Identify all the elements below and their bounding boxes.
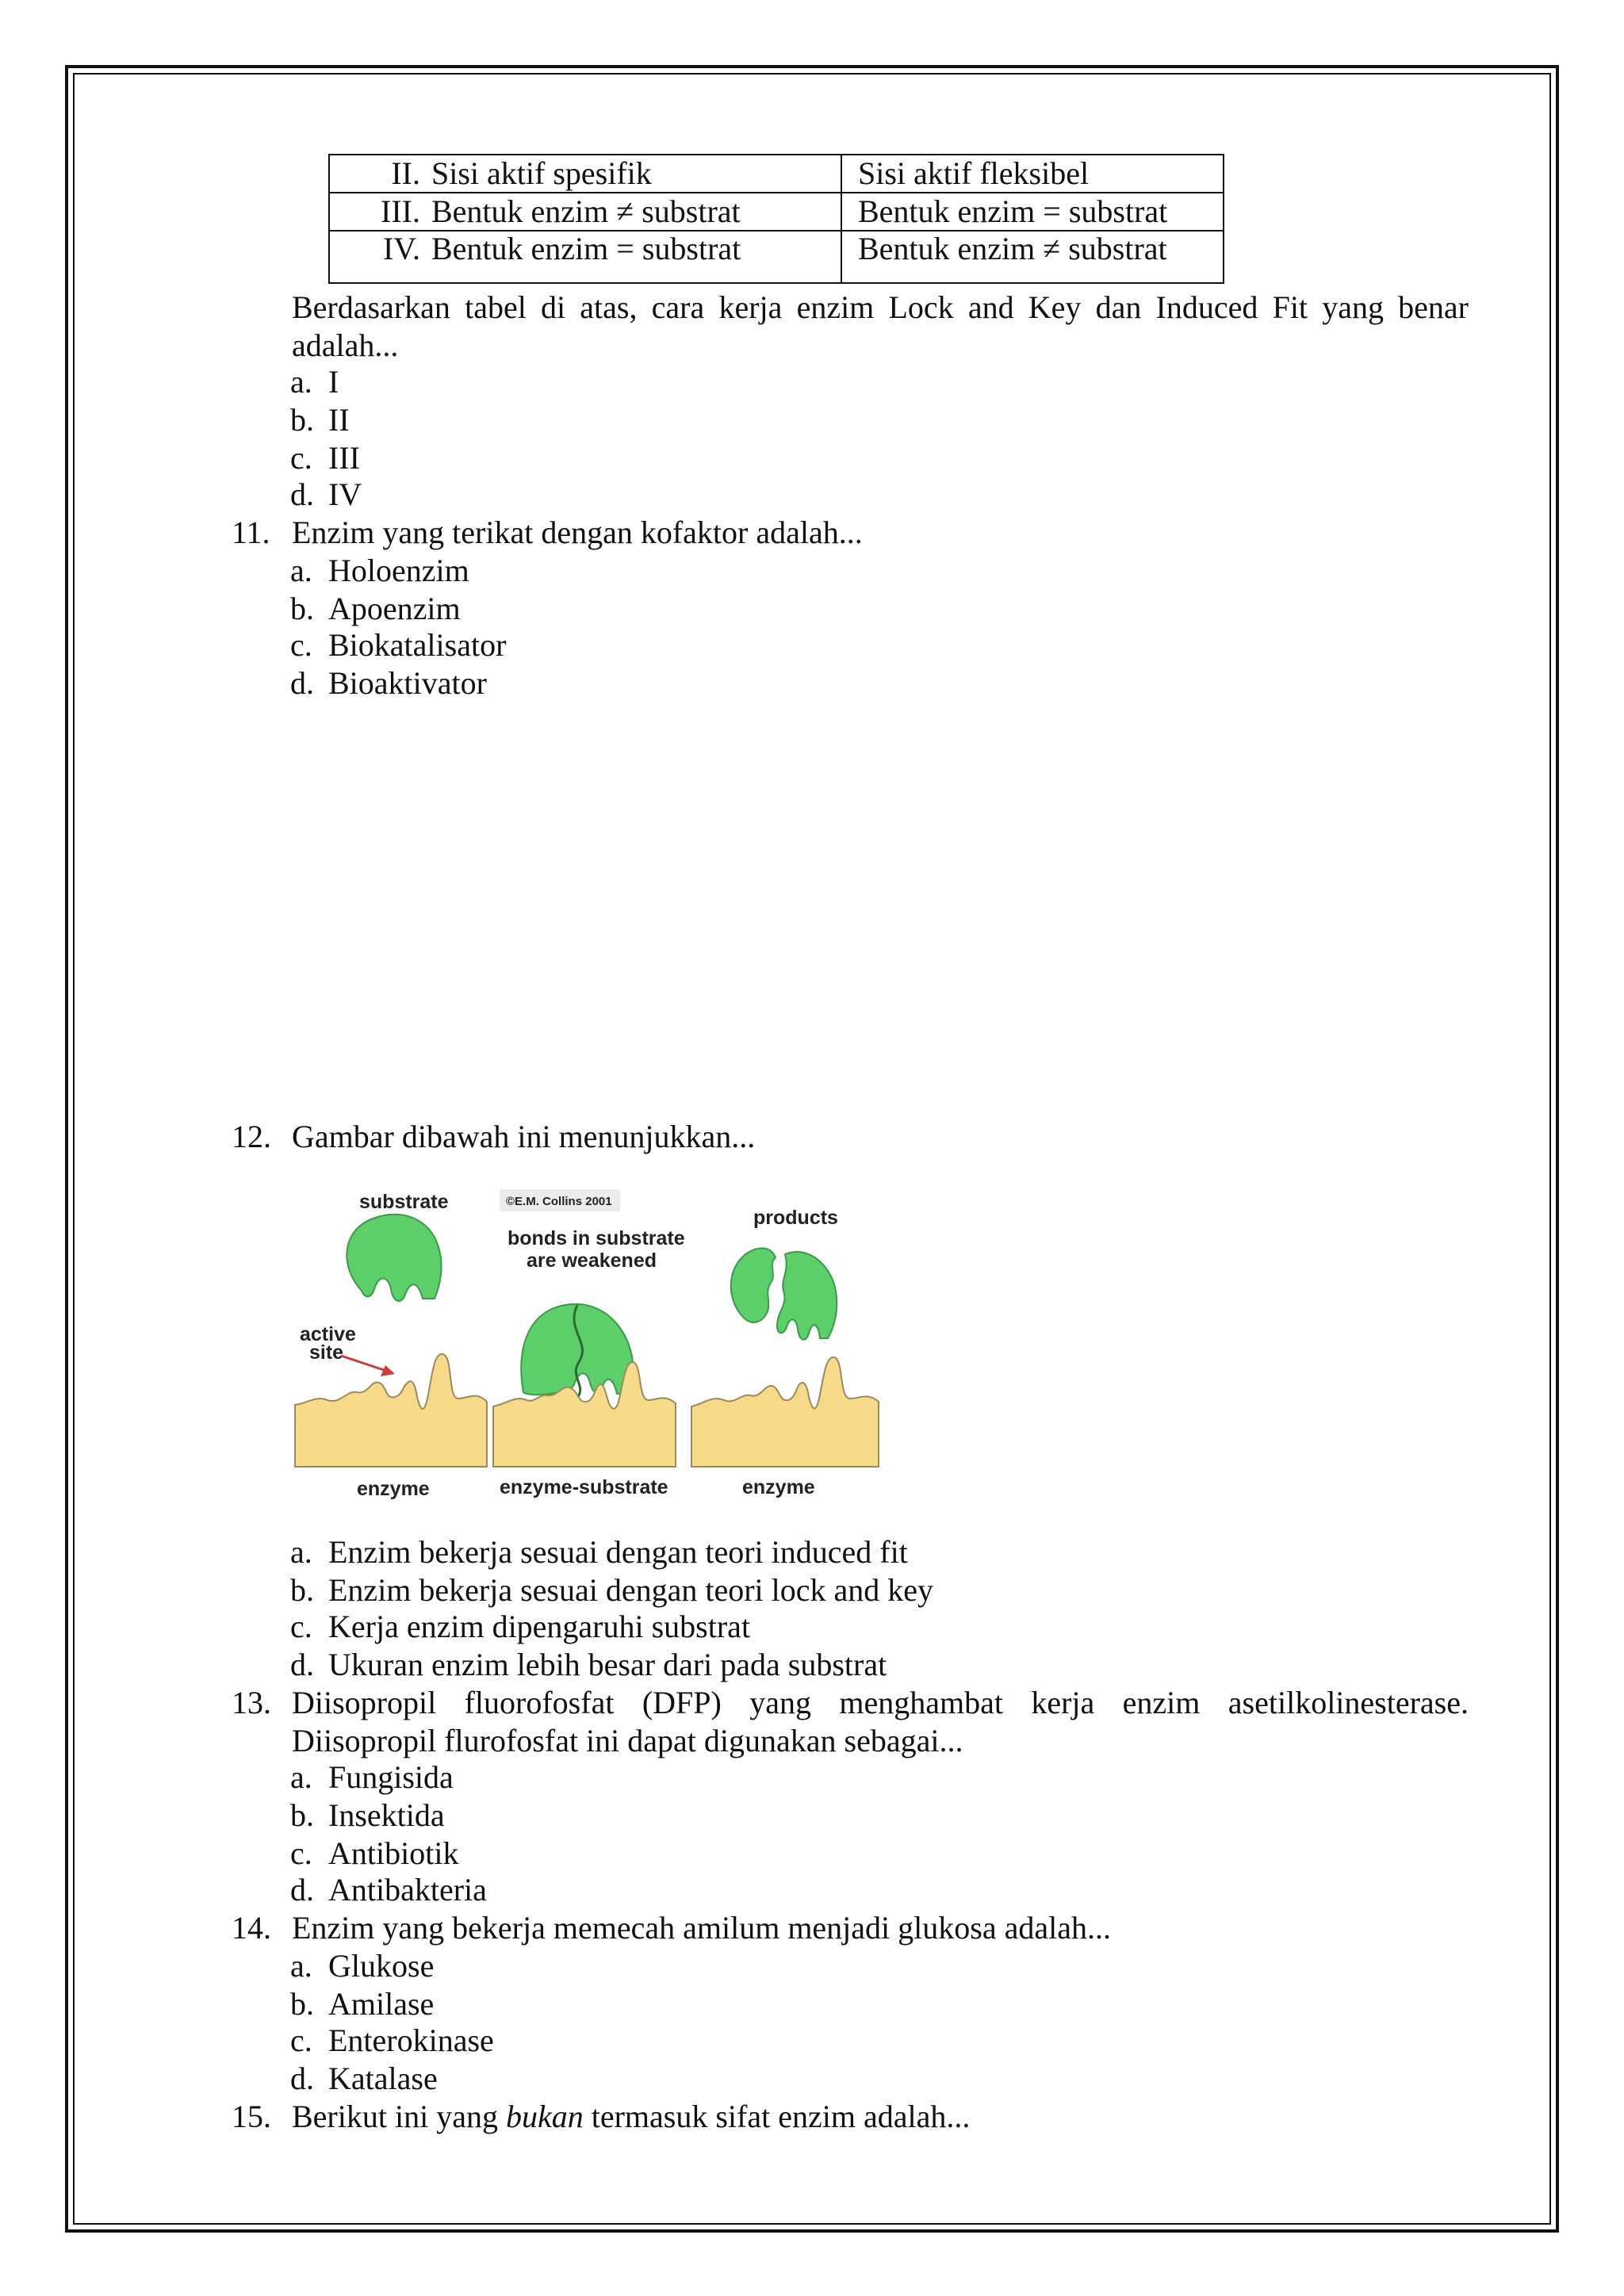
q13-option-letter: c.	[290, 1835, 312, 1871]
q11-option-c: Biokatalisator	[328, 627, 507, 663]
q11-number: 11.	[232, 515, 270, 550]
table-cell	[329, 193, 841, 231]
q14-option-letter: a.	[290, 1948, 312, 1984]
q13-stem-line2: Diisopropil flurofosfat ini dapat digunakan sebagai...	[292, 1723, 963, 1758]
table-cell: Sisi aktif fleksibel	[841, 155, 1224, 193]
q11-option-d: Bioaktivator	[328, 665, 487, 701]
enzyme-shape-right	[691, 1357, 879, 1467]
cell-left-text: Bentuk enzim = substrat	[431, 231, 741, 266]
q12-option-letter: b.	[290, 1572, 314, 1608]
q10-option-a: I	[328, 364, 339, 400]
table-cell: Bentuk enzim ≠ substrat	[841, 231, 1224, 283]
q15-stem-italic: bukan	[505, 2099, 584, 2134]
enzyme-substrate-figure	[292, 1172, 894, 1505]
product-shape-right	[777, 1252, 837, 1340]
q14-option-b: Amilase	[328, 1986, 435, 2022]
q10-option-letter: d.	[290, 476, 314, 512]
q15-stem	[292, 2098, 970, 2136]
q14-option-d: Katalase	[328, 2061, 438, 2096]
q13-option-b: Insektida	[328, 1797, 445, 1833]
q11-option-letter: b.	[290, 591, 314, 626]
cell-left-text: Sisi aktif spesifik	[431, 155, 652, 191]
row-number: II.	[391, 155, 420, 191]
q14-option-a: Glukose	[328, 1948, 435, 1984]
table-row	[329, 155, 1224, 193]
q10-stem-line2: adalah...	[292, 327, 399, 363]
q10-stem-line1: Berdasarkan tabel di atas, cara kerja enzim Lock and Key dan Induced Fit yang benar	[292, 289, 1469, 325]
q10-option-c: III	[328, 440, 360, 476]
q15-number: 15.	[232, 2099, 271, 2134]
substrate-shape	[347, 1215, 441, 1301]
q12-stem: Gambar dibawah ini menunjukkan...	[292, 1119, 756, 1154]
label-copyright: ©E.M. Collins 2001	[506, 1195, 612, 1208]
row-number: IV.	[382, 231, 420, 266]
q10-option-d: IV	[328, 476, 362, 512]
q14-option-letter: d.	[290, 2061, 314, 2096]
q13-option-letter: d.	[290, 1872, 314, 1908]
q11-option-letter: a.	[290, 553, 312, 588]
product-shape-left	[731, 1248, 776, 1322]
q10-option-letter: a.	[290, 364, 312, 400]
panel-products-and-enzyme	[691, 1207, 879, 1498]
q12-option-letter: c.	[290, 1609, 312, 1644]
q14-stem: Enzim yang bekerja memecah amilum menjadi glukosa adalah...	[292, 1910, 1111, 1946]
q12-option-letter: a.	[290, 1534, 312, 1570]
label-bonds-line2: are weakened	[527, 1249, 657, 1272]
panel-substrate-and-enzyme	[295, 1191, 487, 1500]
q13-number: 13.	[232, 1685, 271, 1720]
label-bonds-line1: bonds in substrate	[508, 1227, 685, 1249]
q15-stem-before: Berikut ini yang	[292, 2099, 506, 2134]
label-enzyme-substrate: enzyme-substrate	[500, 1476, 668, 1498]
q12-option-d: Ukuran enzim lebih besar dari pada substrat	[328, 1647, 887, 1682]
table-cell	[329, 155, 841, 193]
q11-option-a: Holoenzim	[328, 553, 469, 588]
q12-option-c: Kerja enzim dipengaruhi substrat	[328, 1609, 751, 1644]
panel-enzyme-substrate-complex	[493, 1189, 685, 1498]
q12-option-a: Enzim bekerja sesuai dengan teori induced fit	[328, 1534, 908, 1570]
q12-option-letter: d.	[290, 1647, 314, 1682]
label-products: products	[753, 1207, 838, 1229]
q13-option-a: Fungisida	[328, 1759, 454, 1795]
q11-stem: Enzim yang terikat dengan kofaktor adalah...	[292, 515, 863, 550]
label-substrate: substrate	[359, 1191, 449, 1213]
q13-option-d: Antibakteria	[328, 1872, 487, 1908]
comparison-table	[328, 154, 1224, 284]
label-enzyme-left: enzyme	[357, 1478, 430, 1500]
table-cell	[329, 231, 841, 283]
label-enzyme-right: enzyme	[742, 1476, 815, 1498]
q11-option-b: Apoenzim	[328, 591, 461, 626]
q14-option-letter: c.	[290, 2022, 312, 2058]
table-cell: Bentuk enzim = substrat	[841, 193, 1224, 231]
q15-stem-after: termasuk sifat enzim adalah...	[583, 2099, 971, 2134]
q12-number: 12.	[232, 1119, 271, 1154]
q11-option-letter: c.	[290, 627, 312, 663]
q14-option-c: Enterokinase	[328, 2022, 494, 2058]
q11-option-letter: d.	[290, 665, 314, 701]
q13-option-c: Antibiotik	[328, 1835, 459, 1871]
arrow-line	[341, 1356, 389, 1372]
q13-option-letter: a.	[290, 1759, 312, 1795]
q12-option-b: Enzim bekerja sesuai dengan teori lock and key	[328, 1572, 934, 1608]
q10-option-b: II	[328, 402, 350, 438]
cell-left-text: Bentuk enzim ≠ substrat	[431, 193, 741, 229]
q13-stem-line1: Diisopropil fluorofosfat (DFP) yang menghambat kerja enzim asetilkolinesterase.	[292, 1685, 1469, 1720]
label-active-line1: active	[300, 1323, 356, 1345]
q14-option-letter: b.	[290, 1986, 314, 2022]
enzyme-shape-middle	[493, 1362, 676, 1467]
label-active-line2: site	[309, 1341, 344, 1364]
table-row	[329, 231, 1224, 283]
q10-option-letter: c.	[290, 440, 312, 476]
q10-option-letter: b.	[290, 402, 314, 438]
q14-number: 14.	[232, 1910, 271, 1946]
row-number: III.	[381, 193, 420, 229]
q13-option-letter: b.	[290, 1797, 314, 1833]
table-row	[329, 193, 1224, 231]
